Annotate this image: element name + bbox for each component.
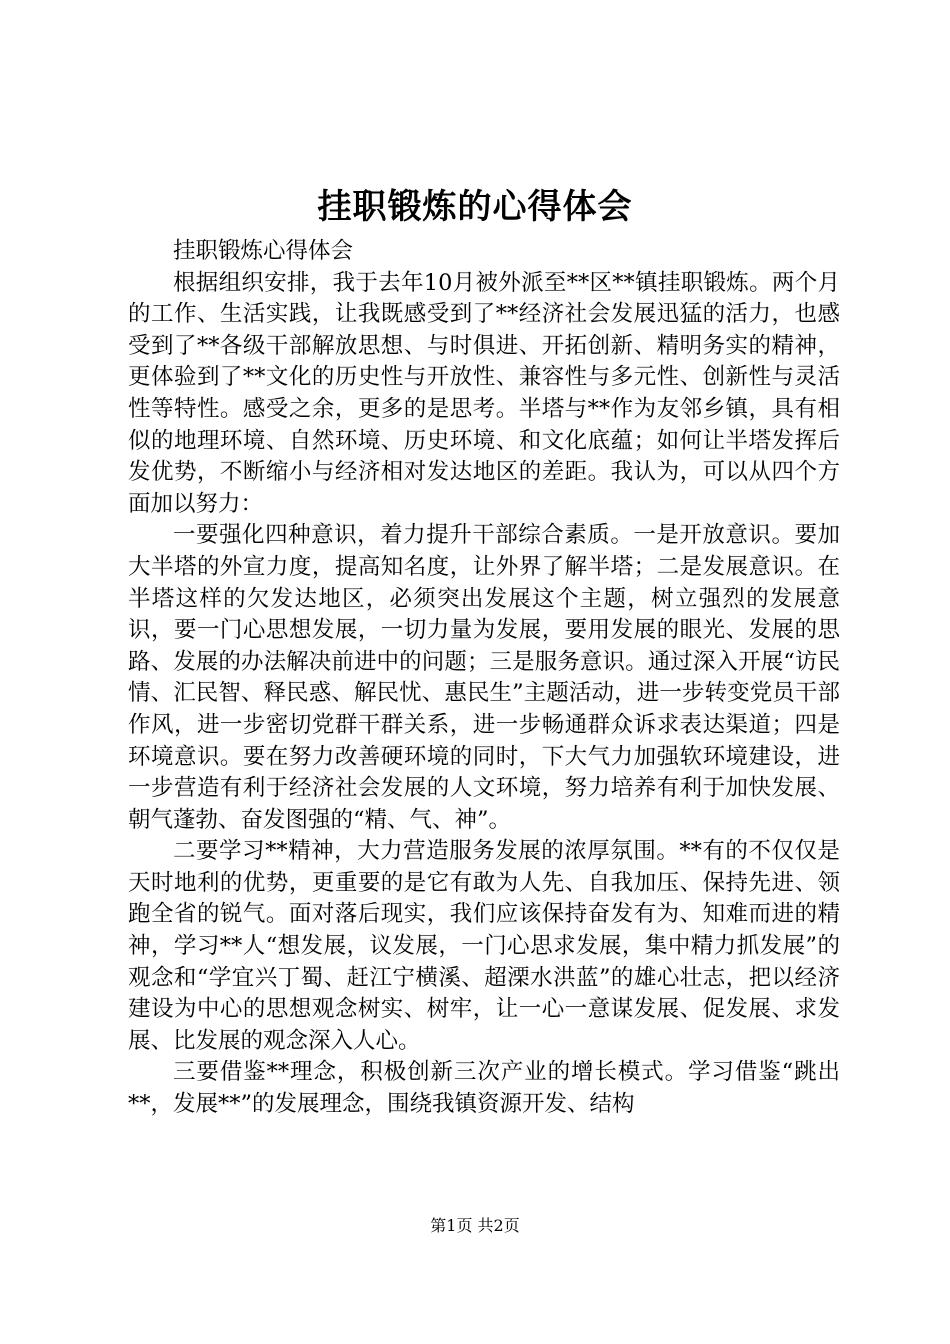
body-paragraph: 三要借鉴**理念，积极创新三次产业的增长模式。学习借鉴“跳出**，发展**”的发展理念，围绕我镇资源开发、结构 [128,1059,840,1118]
document-subheading: 挂职锻炼心得体会 [173,238,354,264]
document-body [128,236,840,1121]
body-paragraph: 一要强化四种意识，着力提升干部综合素质。一是开放意识。要加大半塔的外宣力度，提高知名度，让外界了解半塔；二是发展意识。在半塔这样的欠发达地区，必须突出发展这个主题，树立强烈的发展意识，要一门心思想发展，一切力量为发展，要用发展的眼光、发展的思路、发展的办法解决前进中的问题；三是服务意识。通过深入开展“访民情、汇民智、释民惑、解民忧、惠民生”主题活动，进一步转变党员干部作风，进一步密切党群干群关系，进一步畅通群众诉求表达渠道；四是环境意识。要在努力改善硬环境的同时，下大气力加强软环境建设，进一步营造有利于经济社会发展的人文环境，努力培养有利于加快发展、朝气蓬勃、奋发图强的“精、气、神”。 [128,522,840,833]
body-paragraph: 二要学习**精神，大力营造服务发展的浓厚氛围。**有的不仅仅是天时地利的优势，更重要的是它有敢为人先、自我加压、保持先进、领跑全省的锐气。面对落后现实，我们应该保持奋发有为、知难而进的精神，学习**人“想发展，议发展，一门心思求发展，集中精力抓发展”的观念和“学宜兴丁蜀、赶江宁横溪、超溧水洪蓝”的雄心壮志，把以经济建设为中心的思想观念树实、树牢，让一心一意谋发展、促发展、求发展、比发展的观念深入人心。 [128,838,840,1054]
page-footer: 第1页 共2页 [430,1216,520,1235]
document-title: 挂职锻炼的心得体会 [317,187,633,227]
body-paragraph: 根据组织安排，我于去年10月被外派至**区**镇挂职锻炼。两个月的工作、生活实践，让我既感受到了**经济社会发展迅猛的活力，也感受到了**各级干部解放思想、与时俱进、开拓创新、精明务实的精神，更体验到了**文化的历史性与开放性、兼容性与多元性、创新性与灵活性等特性。感受之余，更多的是思考。半塔与**作为友邻乡镇，具有相似的地理环境、自然环境、历史环境、和文化底蕴；如何让半塔发挥后发优势，不断缩小与经济相对发达地区的差距。我认为，可以从四个方面加以努力： [128,269,840,517]
